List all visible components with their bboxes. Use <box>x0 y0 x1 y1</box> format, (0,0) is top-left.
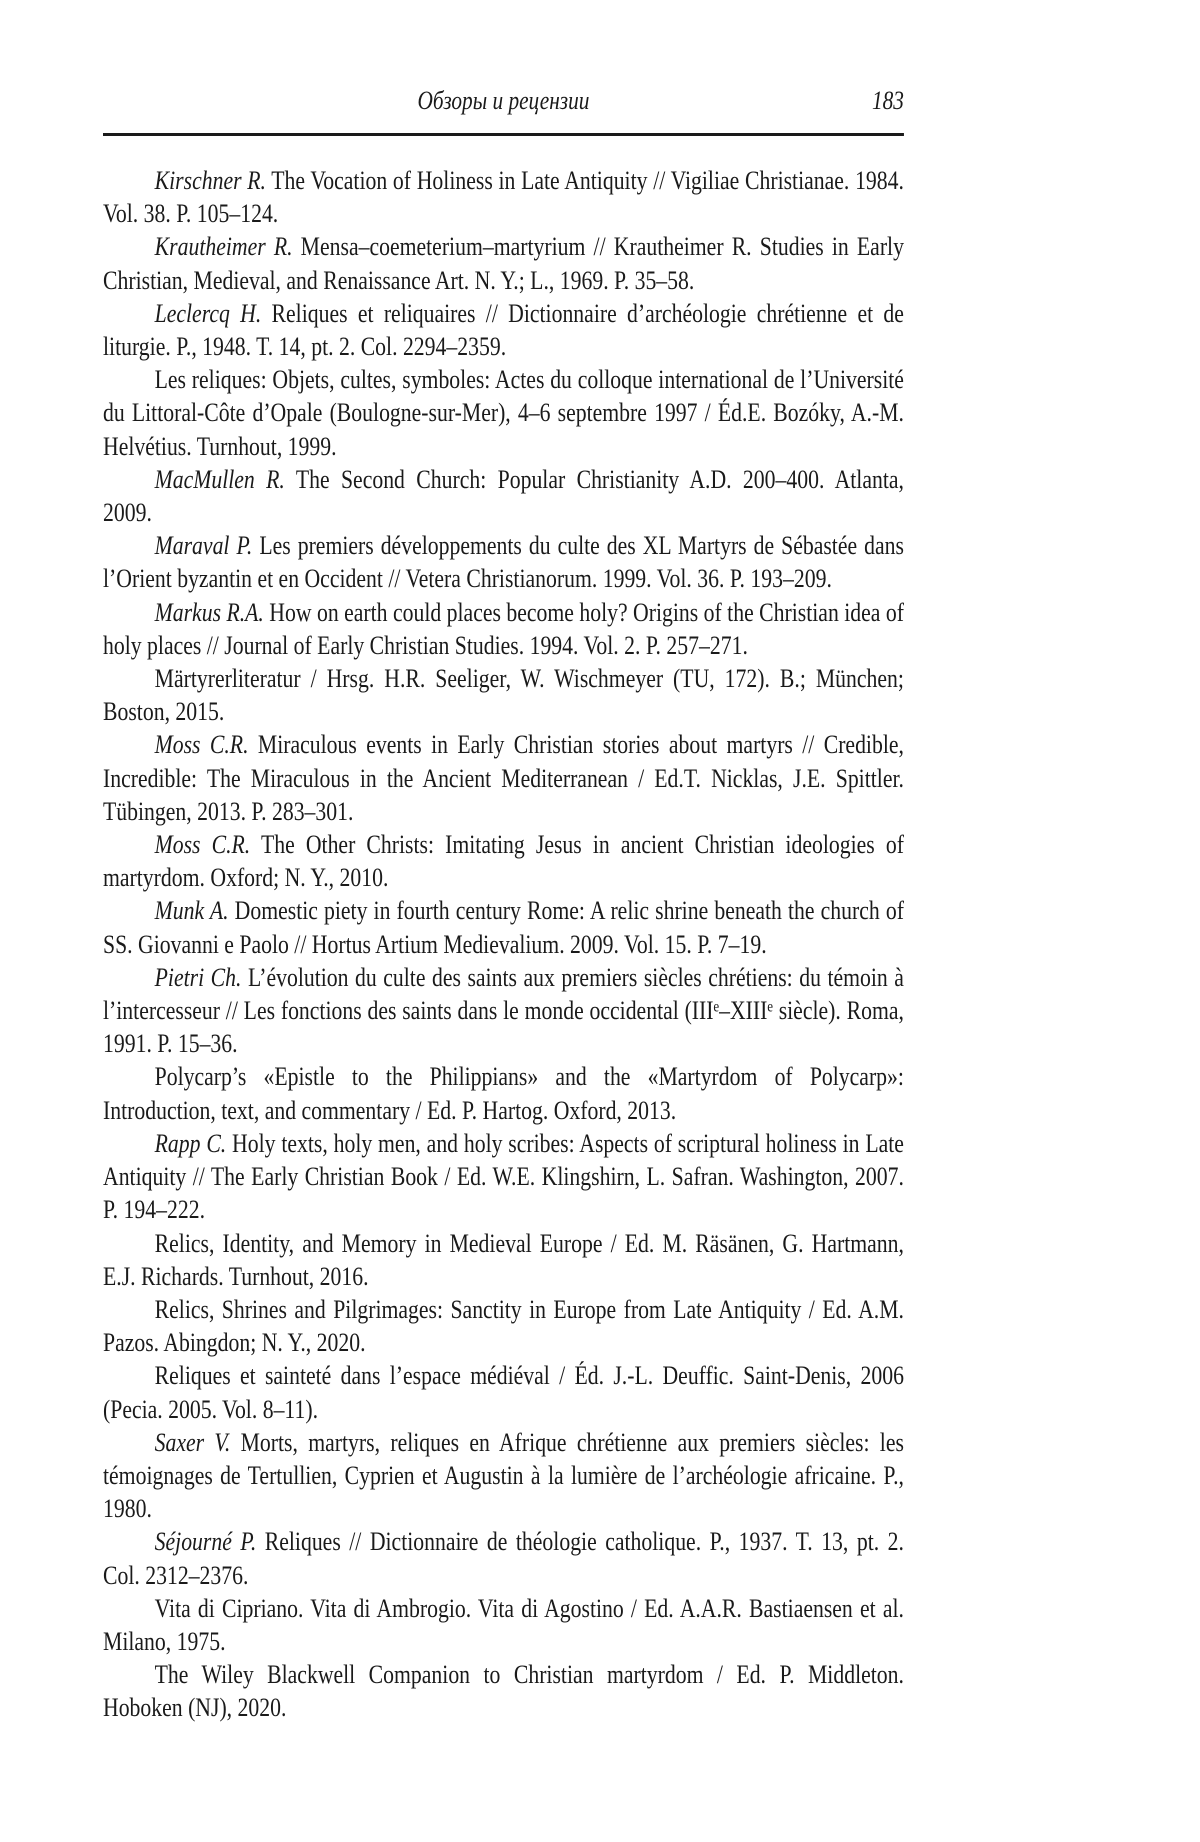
entry-author: Markus R.A. <box>154 596 264 627</box>
bibliography-entry <box>103 728 904 828</box>
bibliography-entry <box>103 363 904 463</box>
bibliography-entry <box>103 1293 904 1359</box>
entry-author: Rapp C. <box>154 1127 227 1158</box>
bibliography-entry <box>103 961 904 1061</box>
entry-author: Pietri Ch. <box>154 961 242 992</box>
entry-author: Séjourné P. <box>154 1526 257 1557</box>
entry-text: Reliques et reliquaires // Dictionnaire d’archéologie chrétienne et de liturgie. P., 1948. T. 14, pt. 2. Col. 2294–2359. <box>103 297 904 362</box>
entry-text: Relics, Shrines and Pilgrimages: Sanctity in Europe from Late Antiquity / Ed. A.M. Pazos. Abingdon; N. Y., 2020. <box>103 1293 904 1358</box>
entry-text: The Wiley Blackwell Companion to Christian martyrdom / Ed. P. Middleton. Hoboken (NJ), 2020. <box>103 1659 904 1723</box>
entry-author: Moss C.R. <box>154 729 249 760</box>
entry-text: The Other Christs: Imitating Jesus in ancient Christian ideologies of martyrdom. Oxford; N. Y., 2010. <box>103 829 904 893</box>
entry-text: L’évolution du culte des saints aux premiers siècles chrétiens: du témoin à l’intercesseur // Les fonctions des saints dans le monde occidental (IIIᵉ–XIIIᵉ siècle). Roma, 1991. P. 15–36. <box>103 961 904 1059</box>
bibliography-entry <box>103 230 904 296</box>
entry-text: Reliques // Dictionnaire de théologie catholique. P., 1937. T. 13, pt. 2. Col. 2312–2376. <box>103 1526 904 1590</box>
entry-text: The Second Church: Popular Christianity A.D. 200–400. Atlanta, 2009. <box>103 463 904 528</box>
entry-author: MacMullen R. <box>154 463 285 494</box>
entry-text: Vita di Cipriano. Vita di Ambrogio. Vita di Agostino / Ed. A.A.R. Bastiaensen et al. Milano, 1975. <box>103 1592 904 1656</box>
page-number: 183 <box>871 86 904 115</box>
entry-author: Munk A. <box>154 895 229 926</box>
bibliography <box>103 164 904 1725</box>
bibliography-entry <box>103 1658 904 1724</box>
entry-text: How on earth could places become holy? Origins of the Christian idea of holy places // Journal of Early Christian Studies. 1994. Vol. 2. P. 257–271. <box>103 596 904 660</box>
entry-text: Les reliques: Objets, cultes, symboles: Actes du colloque international de l’Université du Littoral-Côte d’Opale (Boulogne-sur-Mer), 4–6 septembre 1997 / Éd.E. Bozóky, A.-M. Helvétius. Turnhout, 1999. <box>103 364 904 461</box>
entry-author: Saxer V. <box>154 1426 231 1457</box>
entry-text: Miraculous events in Early Christian stories about martyrs // Credible, Incredible: The Miraculous in the Ancient Mediterranean / Ed.T. Nicklas, J.E. Spittler. Tübingen, 2013. P. 283–301. <box>103 729 904 826</box>
bibliography-entry <box>103 164 904 230</box>
entry-text: Märtyrerliteratur / Hrsg. H.R. Seeliger, W. Wischmeyer (TU, 172). B.; München; Boston, 2015. <box>103 663 904 727</box>
page-content <box>103 84 904 1725</box>
entry-text: Domestic piety in fourth century Rome: A relic shrine beneath the church of SS. Giovanni e Paolo // Hortus Artium Medievalium. 2009. Vol. 15. P. 7–19. <box>103 895 904 959</box>
bibliography-entry <box>103 1592 904 1658</box>
entry-text: Morts, martyrs, reliques en Afrique chrétienne aux premiers siècles: les témoignages de Tertullien, Cyprien et Augustin à la lumière de l’archéologie africaine. P., 1980. <box>103 1426 904 1524</box>
bibliography-entry <box>103 1127 904 1227</box>
entry-author: Krautheimer R. <box>154 231 293 262</box>
bibliography-entry <box>103 894 904 960</box>
entry-text: Les premiers développements du culte des XL Martyrs de Sébastée dans l’Orient byzantin et en Occident // Vetera Christianorum. 1999. Vol. 36. P. 193–209. <box>103 530 904 594</box>
entry-author: Leclercq H. <box>154 297 262 328</box>
entry-text: The Vocation of Holiness in Late Antiquity // Vigiliae Christianae. 1984. Vol. 38. P. 105–124. <box>103 165 904 229</box>
entry-author: Moss C.R. <box>154 829 251 860</box>
bibliography-entry <box>103 662 904 728</box>
bibliography-entry <box>103 828 904 894</box>
entry-author: Maraval P. <box>154 530 253 561</box>
bibliography-entry <box>103 1426 904 1526</box>
bibliography-entry <box>103 1359 904 1425</box>
entry-text: Mensa–coemeterium–martyrium // Krautheimer R. Studies in Early Christian, Medieval, and Renaissance Art. N. Y.; L., 1969. P. 35–58. <box>103 231 904 295</box>
bibliography-entry <box>103 463 904 529</box>
header-rule <box>103 133 904 136</box>
entry-author: Kirschner R. <box>154 165 266 195</box>
bibliography-entry <box>103 1525 904 1591</box>
entry-text: Holy texts, holy men, and holy scribes: Aspects of scriptural holiness in Late Antiquity // The Early Christian Book / Ed. W.E. Klingshirn, L. Safran. Washington, 2007. P. 194–222. <box>103 1127 904 1225</box>
bibliography-entry <box>103 1227 904 1293</box>
entry-text: Relics, Identity, and Memory in Medieval Europe / Ed. M. Räsänen, G. Hartmann, E.J. Richards. Turnhout, 2016. <box>103 1227 904 1291</box>
entry-text: Polycarp’s «Epistle to the Philippians» and the «Martyrdom of Polycarp»: Introduction, text, and commentary / Ed. P. Hartog. Oxford, 2013. <box>103 1061 904 1125</box>
bibliography-entry <box>103 1060 904 1126</box>
page-header <box>103 84 904 118</box>
bibliography-entry <box>103 297 904 363</box>
bibliography-entry <box>103 596 904 662</box>
entry-text: Reliques et sainteté dans l’espace médiéval / Éd. J.-L. Deuffic. Saint-Denis, 2006 (Pecia. 2005. Vol. 8–11). <box>103 1360 904 1424</box>
bibliography-entry <box>103 529 904 595</box>
running-head-title: Обзоры и рецензии <box>417 86 590 115</box>
